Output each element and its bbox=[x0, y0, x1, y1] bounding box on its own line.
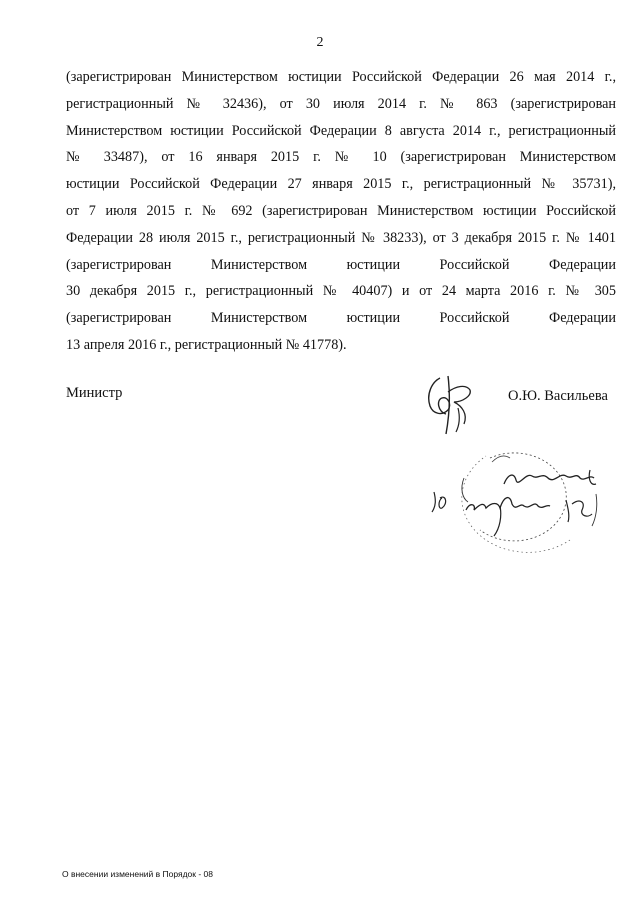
body-line: регистрационный № 32436), от 30 июля 2014 г. № 863 (зарегистрирован bbox=[66, 95, 616, 112]
body-line: Федерации 28 июля 2015 г., регистрационный № 38233), от 3 декабря 2015 г. № 1401 bbox=[66, 229, 616, 246]
signature bbox=[418, 372, 478, 436]
body-line: № 33487), от 16 января 2015 г. № 10 (зарегистрирован Министерством bbox=[66, 149, 616, 166]
page-number: 2 bbox=[316, 35, 324, 50]
body-paragraph bbox=[66, 64, 616, 359]
body-line: (зарегистрирован Министерством юстиции Российской Федерации bbox=[66, 256, 616, 273]
body-line: (зарегистрирован Министерством юстиции Российской Федерации bbox=[66, 310, 616, 327]
footer-filename: О внесении изменений в Порядок - 08 bbox=[62, 869, 213, 879]
body-line: (зарегистрирован Министерством юстиции Российской Федерации 26 мая 2014 г., bbox=[66, 69, 616, 85]
handwritten-certification bbox=[420, 432, 610, 562]
signer-title: Министр bbox=[66, 385, 123, 401]
body-line: 30 декабря 2015 г., регистрационный № 40407) и от 24 марта 2016 г. № 305 bbox=[66, 283, 616, 300]
body-line: Министерством юстиции Российской Федерации 8 августа 2014 г., регистрационный bbox=[66, 122, 616, 139]
body-line: 13 апреля 2016 г., регистрационный № 41778). bbox=[66, 336, 347, 353]
body-line: от 7 июля 2015 г. № 692 (зарегистрирован Министерством юстиции Российской bbox=[66, 202, 616, 219]
signer-name: О.Ю. Васильева bbox=[508, 388, 608, 404]
body-line: юстиции Российской Федерации 27 января 2015 г., регистрационный № 35731), bbox=[66, 176, 616, 193]
